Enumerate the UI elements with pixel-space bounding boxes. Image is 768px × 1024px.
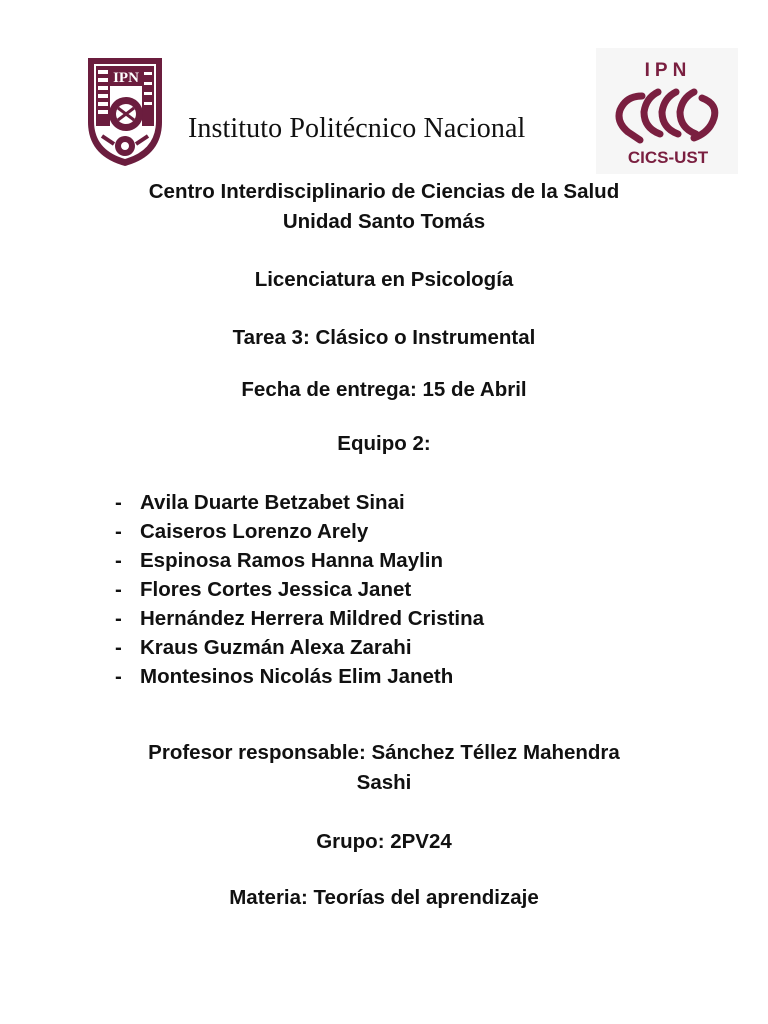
list-bullet: - [115,636,122,659]
list-bullet: - [115,665,122,688]
list-bullet: - [115,549,122,572]
team-member-name: Kraus Guzmán Alexa Zarahi [140,636,412,659]
team-member-list [115,488,484,691]
team-member-name: Avila Duarte Betzabet Sinai [140,491,405,514]
cics-ust-logo [596,48,738,174]
professor-line-2: Sashi [356,771,412,794]
team-member-name: Montesinos Nicolás Elim Janeth [140,665,454,688]
team-member [115,604,484,633]
list-bullet: - [115,491,122,514]
center-name-line-1: Centro Interdisciplinario de Ciencias de la Salud [148,180,620,203]
group-label: Grupo: 2PV24 [316,830,452,853]
center-name-line-2: Unidad Santo Tomás [282,210,486,233]
team-member-name: Hernández Herrera Mildred Cristina [140,607,485,630]
team-member [115,517,484,546]
list-bullet: - [115,578,122,601]
list-bullet: - [115,607,122,630]
team-member [115,488,484,517]
cics-logo-bottom-text: CICS-UST [627,148,709,167]
team-member-name: Espinosa Ramos Hanna Maylin [140,549,444,572]
ipn-logo-text: IPN [113,70,139,86]
team-member-name: Caiseros Lorenzo Arely [140,520,369,543]
subject-label: Materia: Teorías del aprendizaje [229,886,539,909]
due-date: Fecha de entrega: 15 de Abril [241,378,527,401]
degree-title: Licenciatura en Psicología [254,268,514,291]
institute-title: Instituto Politécnico Nacional [188,113,526,144]
professor-line-1: Profesor responsable: Sánchez Téllez Mahendra [148,741,620,764]
assignment-title: Tarea 3: Clásico o Instrumental [232,326,536,349]
list-bullet: - [115,520,122,543]
cics-logo-top-text: IPN [644,60,692,81]
ipn-shield-logo [80,52,170,168]
team-member [115,546,484,575]
team-member-name: Flores Cortes Jessica Janet [140,578,412,601]
team-member [115,575,484,604]
team-member [115,633,484,662]
team-member [115,662,484,691]
team-heading: Equipo 2: [337,432,431,455]
